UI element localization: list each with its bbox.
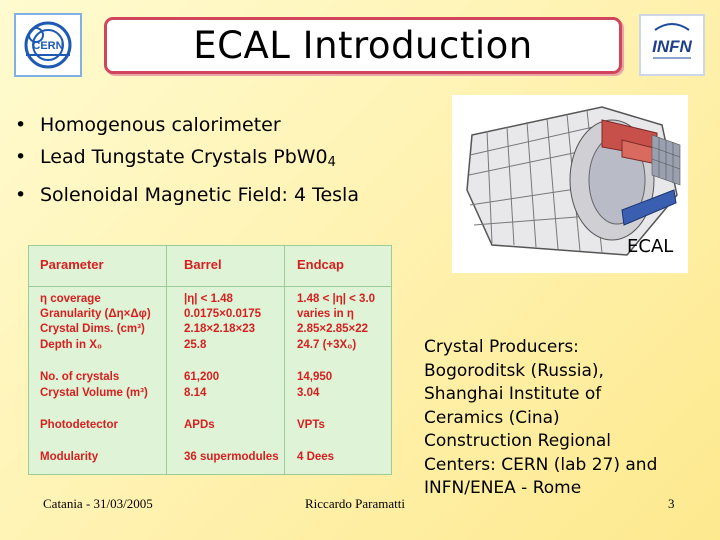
table-cell: VPTs: [297, 419, 325, 431]
table-cell: Crystal Volume (m³): [40, 387, 148, 399]
bullet-text: Homogenous calorimeter: [40, 114, 281, 136]
table-cell: No. of crystals: [40, 371, 120, 383]
table-column-divider: [284, 246, 285, 474]
table-cell: Crystal Dims. (cm³): [40, 323, 145, 335]
table-cell: 1.48 < |η| < 3.0: [297, 293, 376, 305]
table-cell: 0.0175×0.0175: [184, 308, 262, 320]
bullet-text: Solenoidal Magnetic Field: 4 Tesla: [40, 184, 359, 206]
table-cell: Granularity (Δη×Δφ): [40, 308, 151, 320]
producers-line: Ceramics (Cina): [424, 407, 560, 428]
bullet-subscript: 4: [327, 155, 336, 170]
table-cell: 25.8: [184, 339, 207, 351]
parameter-table: [28, 245, 392, 475]
bullet-item: • Solenoidal Magnetic Field: 4 Tesla: [15, 184, 359, 206]
infn-logo-text: INFN: [652, 37, 692, 56]
title-box: [104, 17, 622, 74]
producers-line: Centers: CERN (lab 27) and: [424, 454, 658, 475]
table-header-endcap: Endcap: [297, 257, 344, 272]
table-cell: 36 supermodules: [184, 451, 279, 463]
table-cell: APDs: [184, 419, 215, 431]
table-cell: 24.7 (+3X₀): [297, 339, 357, 351]
cern-logo-text: CERN: [32, 40, 64, 52]
footer-author: Riccardo Paramatti: [305, 496, 405, 511]
producers-line: Bogoroditsk (Russia),: [424, 360, 604, 381]
table-cell: 3.04: [297, 387, 320, 399]
table-cell: 14,950: [297, 371, 333, 383]
table-header-barrel: Barrel: [184, 257, 222, 272]
table-cell: Depth in X₀: [40, 339, 103, 351]
table-cell: 2.85×2.85×22: [297, 323, 368, 335]
footer-page-number: 3: [668, 496, 675, 511]
producers-line: Crystal Producers:: [424, 337, 579, 357]
table-cell: varies in η: [297, 308, 354, 320]
slide-title: ECAL Introduction: [193, 24, 533, 67]
table-header-parameter: Parameter: [40, 257, 104, 272]
bullet-item: • Lead Tungstate Crystals $PbW0_4$: [15, 146, 336, 170]
bullet-item: • Homogenous calorimeter: [15, 114, 281, 136]
bullet-text: Lead Tungstate Crystals PbW0: [40, 146, 328, 168]
table-cell: η coverage: [40, 293, 101, 305]
table-cell: Modularity: [40, 451, 99, 463]
table-column-divider: [166, 246, 167, 474]
infn-logo: [639, 14, 705, 76]
producers-line: Construction Regional: [424, 431, 611, 451]
table-cell: |η| < 1.48: [184, 293, 233, 305]
table-cell: 8.14: [184, 387, 207, 399]
producers-line: Shanghai Institute of: [424, 384, 602, 404]
table-cell: 2.18×2.18×23: [184, 323, 255, 335]
footer-date: Catania - 31/03/2005: [43, 496, 153, 511]
table-cell: 4 Dees: [297, 451, 335, 463]
table-cell: Photodetector: [40, 419, 118, 431]
crystal-producers-text: [424, 336, 714, 501]
producers-line: INFN/ENEA - Rome: [424, 478, 582, 498]
bullet-list: [15, 109, 435, 211]
table-cell: 61,200: [184, 371, 220, 383]
ecal-image-label: ECAL: [627, 236, 674, 257]
cern-logo: [14, 13, 82, 77]
